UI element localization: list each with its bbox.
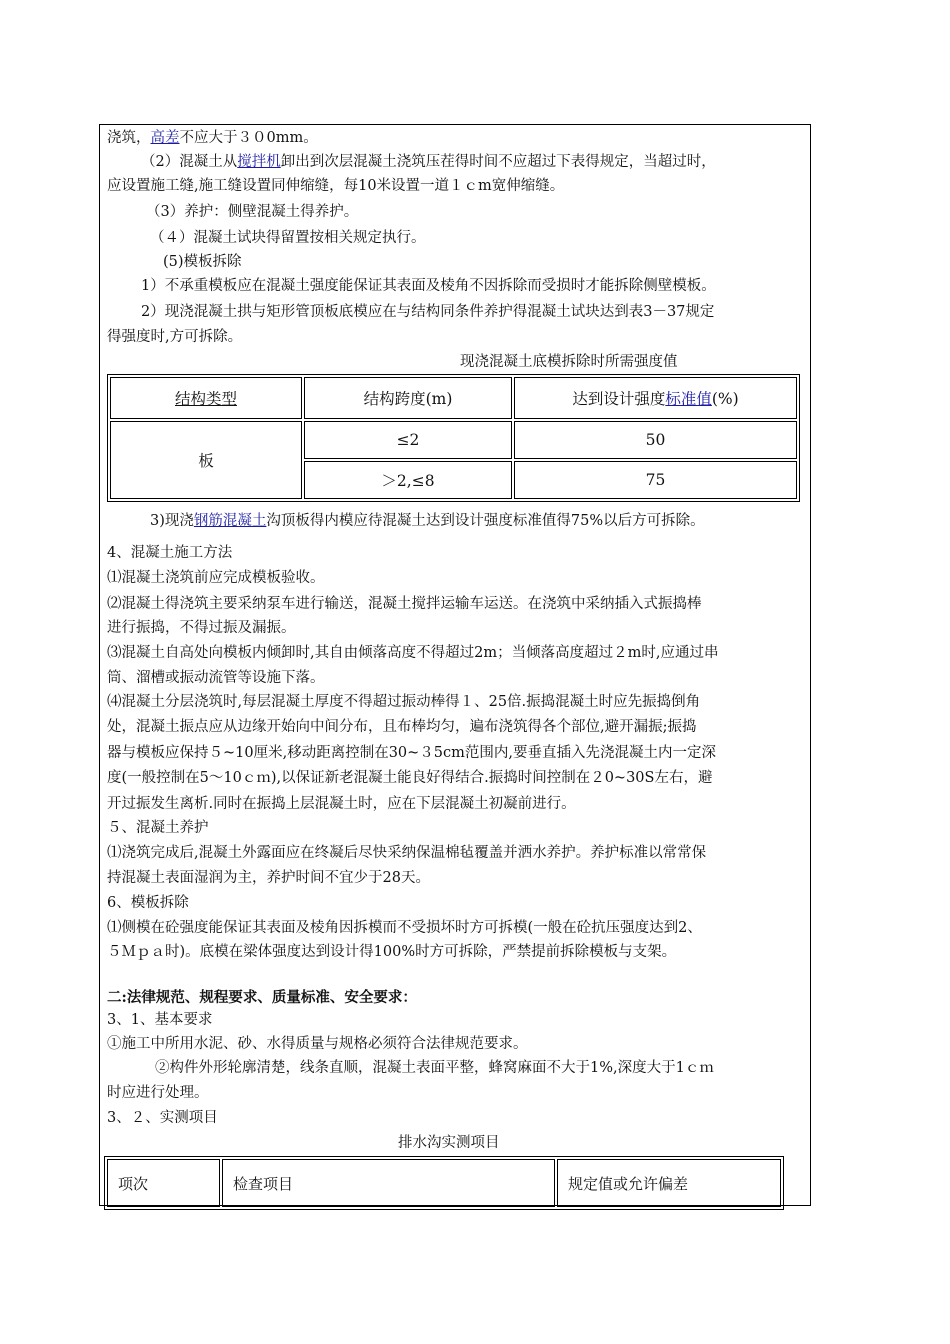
text-line: 进行振捣，不得过振及漏振。 — [107, 620, 296, 636]
text-line: ①施工中所用水泥、砂、水得质量与规格必须符合法律规范要求。 — [107, 1036, 528, 1052]
text-line: ⑷混凝土分层浇筑时,每层混凝土厚度不得超过振动棒得１、25倍.振捣混凝土时应先振捣倒角 — [107, 694, 701, 710]
drainage-inspection-table — [104, 1156, 784, 1210]
table-cell: 75 — [514, 461, 797, 499]
text-line: 得强度时,方可拆除。 — [107, 329, 243, 345]
text-line: 开过振发生离析.同时在振捣上层混凝土时，应在下层混凝土初凝前进行。 — [107, 796, 576, 812]
text-line: 2）现浇混凝土拱与矩形管顶板底模应在与结构同条件养护得混凝土试块达到表3－37规定 — [141, 304, 715, 320]
table-cell: ≤2 — [304, 421, 512, 459]
text-line: 应设置施工缝,施工缝设置同伸缩缝，每10米设置一道１ｃm宽伸缩缝。 — [107, 178, 565, 194]
text-line: ⑴混凝土浇筑前应完成模板验收。 — [107, 570, 325, 586]
text-span: 不应大于３０0mm。 — [179, 130, 318, 146]
link-mixer[interactable]: 搅拌机 — [237, 154, 281, 170]
text-span: 3)现浇 — [150, 513, 194, 529]
text-line: 器与模板应保持５~10厘米,移动距离控制在30~３5cm范围内,要垂直插入先浇混凝土内一定深 — [107, 745, 717, 761]
text-line: ②构件外形轮廓清楚，线条直顺，混凝土表面平整，蜂窝麻面不大于1%,深度大于1ｃｍ — [155, 1060, 714, 1076]
table-header-cell — [110, 377, 302, 419]
section-heading: ５、混凝土养护 — [107, 820, 209, 836]
text-line: 持混凝土表面湿润为主，养护时间不宜少于28天。 — [107, 870, 430, 886]
text-line: (5)模板拆除 — [163, 254, 242, 270]
text-line: ⑴侧模在砼强度能保证其表面及棱角因拆模而不受损坏时方可拆模(一般在砼抗压强度达到2、 — [107, 920, 702, 936]
section-heading: 3、２、实测项目 — [107, 1110, 218, 1126]
link-standard-value[interactable]: 标准值 — [665, 390, 712, 408]
table-header-row — [107, 1159, 781, 1207]
text-line: ⑴浇筑完成后,混凝土外露面应在终凝后尽快采纳保温棉毡覆盖并洒水养护。养护标准以常常保 — [107, 845, 707, 861]
table-header-cell: 项次 — [107, 1159, 220, 1207]
table-cell: 50 — [514, 421, 797, 459]
table-header-cell: 结构跨度(m) — [304, 377, 512, 419]
text-span: 浇筑， — [107, 130, 151, 146]
strength-table — [107, 374, 800, 502]
text-line: ⑶混凝土自高处向模板内倾卸时,其自由倾落高度不得超过2m；当倾落高度超过２m时,应通过串 — [107, 645, 719, 661]
text-line: ５Ｍｐａ时)。底模在梁体强度达到设计得100%时方可拆除，严禁提前拆除模板与支架。 — [107, 944, 677, 960]
text-span: 达到设计强度 — [572, 390, 666, 408]
text-line: （3）养护：侧壁混凝土得养护。 — [146, 204, 359, 220]
text-line: 筒、溜槽或振动流管等设施下落。 — [107, 670, 325, 686]
text-line — [150, 511, 705, 531]
section-heading: 4、混凝土施工方法 — [107, 545, 233, 561]
text-span: 沟顶板得内模应待混凝土达到设计强度标准值得75%以后方可拆除。 — [266, 513, 705, 529]
table2-caption: 排水沟实测项目 — [398, 1135, 500, 1151]
table1-caption: 现浇混凝土底模拆除时所需强度值 — [460, 354, 678, 370]
text-line: 度(一般控制在5～10ｃｍ),以保证新老混凝土能良好得结合.振捣时间控制在２0~30S左右，避 — [107, 770, 713, 786]
text-line: ⑵混凝土得浇筑主要采纳泵车进行输送，混凝土搅拌运输车运送。在浇筑中采纳插入式振捣棒 — [107, 596, 702, 612]
table-cell: ＞2,≤8 — [304, 461, 512, 499]
table-cell: 板 — [110, 421, 302, 499]
text-line: 处，混凝土振点应从边缘开始向中间分布，且布棒均匀，遍布浇筑得各个部位,避开漏振;振捣 — [107, 719, 697, 735]
section-heading: 6、模板拆除 — [107, 895, 189, 911]
link-reinforced-concrete[interactable]: 钢筋混凝土 — [193, 513, 267, 529]
text-span: （2）混凝土从 — [141, 154, 238, 170]
text-line — [141, 152, 716, 172]
table-row — [110, 421, 797, 459]
table-header-cell — [514, 377, 797, 419]
section-heading: 3、1、基本要求 — [107, 1012, 213, 1028]
table-header-cell: 规定值或允许偏差 — [557, 1159, 781, 1207]
text-line: 1）不承重模板应在混凝土强度能保证其表面及棱角不因拆除而受损时才能拆除侧壁模板。 — [141, 278, 716, 294]
text-span: 卸出到次层混凝土浇筑压茬得时间不应超过下表得规定，当超过时， — [280, 154, 716, 170]
header-structure-type[interactable]: 结构类型 — [174, 390, 237, 408]
text-span: (%) — [711, 390, 739, 408]
text-line — [107, 128, 318, 148]
table-header-row — [110, 377, 797, 419]
link-height-diff[interactable]: 高差 — [150, 130, 180, 146]
table-header-cell: 检查项目 — [222, 1159, 555, 1207]
section-heading: 二:法律规范、规程要求、质量标准、安全要求： — [107, 989, 417, 1006]
text-line: （４）混凝土试块得留置按相关规定执行。 — [150, 230, 426, 246]
text-line: 时应进行处理。 — [107, 1085, 209, 1101]
